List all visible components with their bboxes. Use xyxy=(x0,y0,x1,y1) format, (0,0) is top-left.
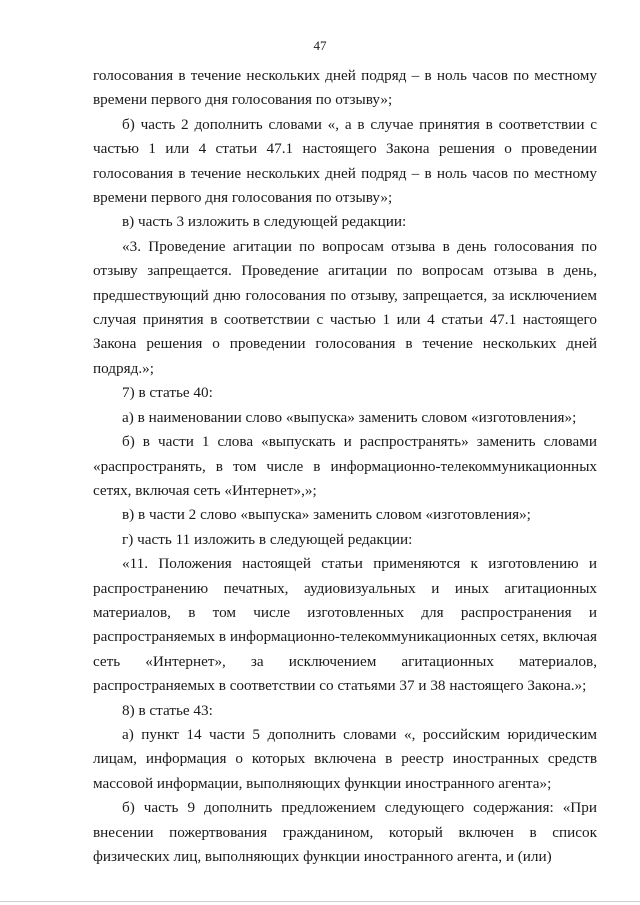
paragraph: «3. Проведение агитации по вопросам отзыва в день голосования по отзыву запрещается. Проведение агитации по вопросам отзыва в день, предшествующий дню голосования по отзыву, запрещается, за исключением случая принятия в соответствии с частью 1 или 4 статьи 47.1 настоящего Закона решения о проведении голосования в течение нескольких дней подряд.»; xyxy=(93,237,597,377)
paragraph: 7) в статье 40: xyxy=(122,384,213,402)
paragraph: а) в наименовании слово «выпуска» заменить словом «изготовления»; xyxy=(122,408,577,426)
paragraph: б) в части 1 слова «выпускать и распространять» заменить словами «распространять, в том числе в информационно-телекоммуникационных сетях, включая сеть «Интернет»,»; xyxy=(93,433,597,499)
paragraph: в) часть 3 изложить в следующей редакции: xyxy=(122,213,407,231)
paragraph: 8) в статье 43: xyxy=(122,701,213,719)
document-body xyxy=(93,64,597,869)
paragraph: «11. Положения настоящей статьи применяются к изготовлению и распространению печатных, аудиовизуальных и иных агитационных материалов, в том числе изготовленных для распространения и распространяемых в информационно-телекоммуникационных сетях, включая сеть «Интернет», за исключением агитационных материалов, распространяемых в соответствии со статьями 37 и 38 настоящего Закона.»; xyxy=(93,555,597,695)
paragraph: а) пункт 14 части 5 дополнить словами «, российским юридическим лицам, информация о которых включена в реестр иностранных средств массовой информации, выполняющих функции иностранного агента»; xyxy=(93,725,597,792)
paragraph: б) часть 2 дополнить словами «, а в случае принятия в соответствии с частью 1 или 4 статьи 47.1 настоящего Закона решения о проведении голосования в течение нескольких дней подряд – в ноль часов по местному времени первого дня голосования по отзыву»; xyxy=(93,115,597,207)
page-number: 47 xyxy=(313,38,327,53)
page-bottom-edge xyxy=(0,901,640,902)
paragraph: г) часть 11 изложить в следующей редакции: xyxy=(122,530,413,548)
paragraph: в) в части 2 слово «выпуска» заменить словом «изготовления»; xyxy=(122,506,531,524)
paragraph: голосования в течение нескольких дней подряд – в ноль часов по местному времени первого дня голосования по отзыву»; xyxy=(93,67,597,109)
paragraph: б) часть 9 дополнить предложением следующего содержания: «При внесении пожертвования гражданином, который включен в список физических лиц, выполняющих функции иностранного агента, и (или) xyxy=(93,799,597,865)
